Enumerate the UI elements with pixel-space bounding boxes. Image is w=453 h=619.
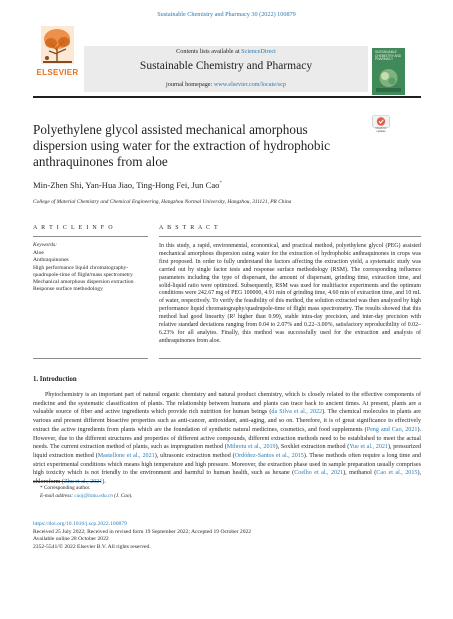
intro-text-segment: ).: [102, 479, 106, 486]
doi-link[interactable]: https://doi.org/10.1016/j.scp.2022.100879: [33, 521, 127, 527]
abstract-text: In this study, a rapid, environmental, economical, and practical method, polyethylene glycol (PEG) assisted mechanical amorphous dispersion using water for the extraction of hydrophobic anthraquinones in crops was first proposed. In order to fully understand the factors affecting the extraction yield, a systematic study was carried out by single factor tests and response surface methodology (RSM). The corresponding influence parameters including the type of dispersant, the amount of dispersant, grinding time, extraction time, and solid-liquid ratio were optimized. Subsequently, RSM was used for multifactor experiments and the optimum conditions were 242.67 mg of PEG 100000, 4.91 min of grinding time, 4.60 min of extraction time, and 10 mL of water, respectively. To verify the feasibility of this method, the solution extracted was then analyzed by high performance liquid chromatography/quadrupole-time of flight mass spectrometry. The results showed that this method had good linearity (R² higher than 0.99), stable intra-day precision, and inter-day precision with relative standard deviations ranging from 0.04 to 2.07% and 0.22–3.00%, satisfactory reproducibility of 0.02–6.23% for all analytes. Finally, this method was successfully used for the extraction and analysis of anthraquinones from aloe.: [159, 243, 421, 344]
intro-text-segment: ). However, due to the different structures and properties of different active compounds, different extraction methods need to be established to meet the actual needs. The current extraction method of plants, such as impregnation method (: [33, 426, 421, 451]
keyword-list: [33, 250, 148, 294]
contents-prefix: Contents lists available at: [176, 48, 242, 55]
keyword-item: Anthraquinones: [33, 257, 69, 264]
article-info-heading: A R T I C L E I N F O: [33, 225, 114, 231]
keyword-item: Aloe: [33, 250, 44, 256]
homepage-line: [84, 81, 368, 88]
intro-text-segment: ), Soxhlet extraction method (: [275, 444, 350, 451]
intro-text-segment: ), ultrasonic extraction method (: [154, 452, 235, 459]
abstract-heading: A B S T R A C T: [159, 225, 220, 231]
intro-text-segment: ), chloroform (: [33, 470, 422, 486]
intro-text-segment: ), methanol (: [343, 470, 377, 477]
article-footer: [33, 521, 421, 552]
intro-text-segment: ), pressurized liquid extraction method (: [33, 444, 422, 459]
elsevier-wordmark: ELSEVIER: [36, 68, 79, 77]
footnote-rule: [33, 481, 101, 482]
cover-artwork-icon: [376, 66, 401, 92]
article-title: Polyethylene glycol assisted mechanical amorphous dispersion using water for the extraction of hydrophobic anthraquinones from aloe: [33, 122, 331, 169]
intro-text-segment: Phytochemistry is an important part of natural organic chemistry and natural product chemistry, which is closely related to the effective components of medicine and the systematic classification of plants. The relationship between humans and plants can trace back to ancient times. At present, plants are a valuable source of fiber and active ingredients which provide rich nutrition for human beings (: [33, 392, 421, 416]
intro-text-segment: ). These methods often require a long time and strict experimental conditions which means high temperature and high pressure. Moreover, the extraction phase used in sample preparation usually comprises high toxicity which is not friendly to the environment and harmful to human health, such as hexane (: [33, 452, 421, 477]
contents-line: [84, 48, 368, 55]
citation-link[interactable]: Mastellone et al., 2021: [97, 452, 155, 459]
corresponding-mark[interactable]: *: [219, 181, 222, 187]
check-for-updates-badge[interactable]: [372, 115, 390, 135]
copyright: 2352-5541/© 2022 Elsevier B.V. All rights reserved.: [33, 544, 151, 551]
article-info-bottom-rule: [33, 358, 148, 359]
history-dates: Received 25 July 2022; Received in revised form 19 September 2022; Accepted 19 October 2022: [33, 528, 252, 535]
cover-title: SUSTAINABLE CHEMISTRY AND PHARMACY: [375, 50, 402, 62]
journal-title: Sustainable Chemistry and Pharmacy: [139, 60, 313, 72]
introduction-paragraph: [33, 391, 421, 487]
keyword-item: quadrupole-time of flight/mass spectrometry: [33, 271, 133, 278]
journal-reference[interactable]: Sustainable Chemistry and Pharmacy 30 (2022) 100879: [157, 11, 296, 18]
citation-link[interactable]: Peng and Cao, 2021: [366, 426, 418, 433]
check-updates-label: Check for updates: [375, 127, 387, 133]
citation-link[interactable]: Zhu et al., 2021: [63, 479, 103, 486]
email-footnote: [40, 493, 132, 499]
email-suffix: (J. Cao).: [112, 493, 133, 499]
citation-link[interactable]: Coelho et al., 2021: [294, 470, 344, 477]
keyword-item: High performance liquid chromatography-: [33, 264, 129, 271]
sciencedirect-link[interactable]: ScienceDirect: [241, 48, 276, 55]
elsevier-logo: [33, 24, 82, 83]
homepage-prefix: journal homepage:: [166, 81, 214, 88]
citation-link[interactable]: Ordóñez-Santos et al., 2015: [234, 452, 304, 459]
article-info-rule: [33, 236, 148, 237]
journal-cover[interactable]: [372, 48, 405, 95]
citation-link[interactable]: da Silva et al., 2022: [271, 409, 323, 416]
keywords-label: Keywords:: [33, 242, 58, 248]
intro-text-segment: ). The chemical molecules in plants are various and present different bioactive properties such as anti-cancer, antioxidant, anti-aging, and so on. Therefore, it is of great significance to effectively extract the active ingredients from plants which are the foundation of synthetic natural medicines, cosmetics, and food supplements (: [33, 409, 421, 433]
keyword-item: Mechanical amorphous dispersion extraction: [33, 279, 134, 286]
email-link[interactable]: caoj@hznu.edu.cn: [74, 493, 113, 499]
affiliation: College of Material Chemistry and Chemical Engineering, Hangzhou Normal University, Hangzhou, 311121, PR China: [33, 199, 292, 205]
abstract-bottom-rule: [159, 358, 421, 359]
email-label: E-mail address:: [40, 493, 75, 499]
citation-link[interactable]: Cao et al., 2015: [376, 470, 418, 477]
elsevier-tree-icon: [41, 26, 74, 64]
citation-link[interactable]: Yue et al., 2021: [349, 444, 388, 451]
author-names: Min-Zhen Shi, Yan-Hua Jiao, Ting-Hong Fei, Jun Cao: [33, 180, 220, 190]
introduction-heading: 1. Introduction: [33, 376, 77, 383]
header-rule: [33, 96, 421, 98]
citation-link[interactable]: Mihretu et al., 2019: [226, 444, 276, 451]
abstract-rule: [159, 236, 421, 237]
online-date: Available online 28 October 2022: [33, 536, 109, 543]
author-list: [33, 180, 413, 190]
homepage-link[interactable]: www.elsevier.com/locate/scp: [213, 81, 286, 88]
introduction-text: [33, 391, 421, 487]
keyword-item: Response surface methodology: [33, 286, 103, 293]
corresponding-footnote: * Corresponding author.: [40, 485, 91, 491]
